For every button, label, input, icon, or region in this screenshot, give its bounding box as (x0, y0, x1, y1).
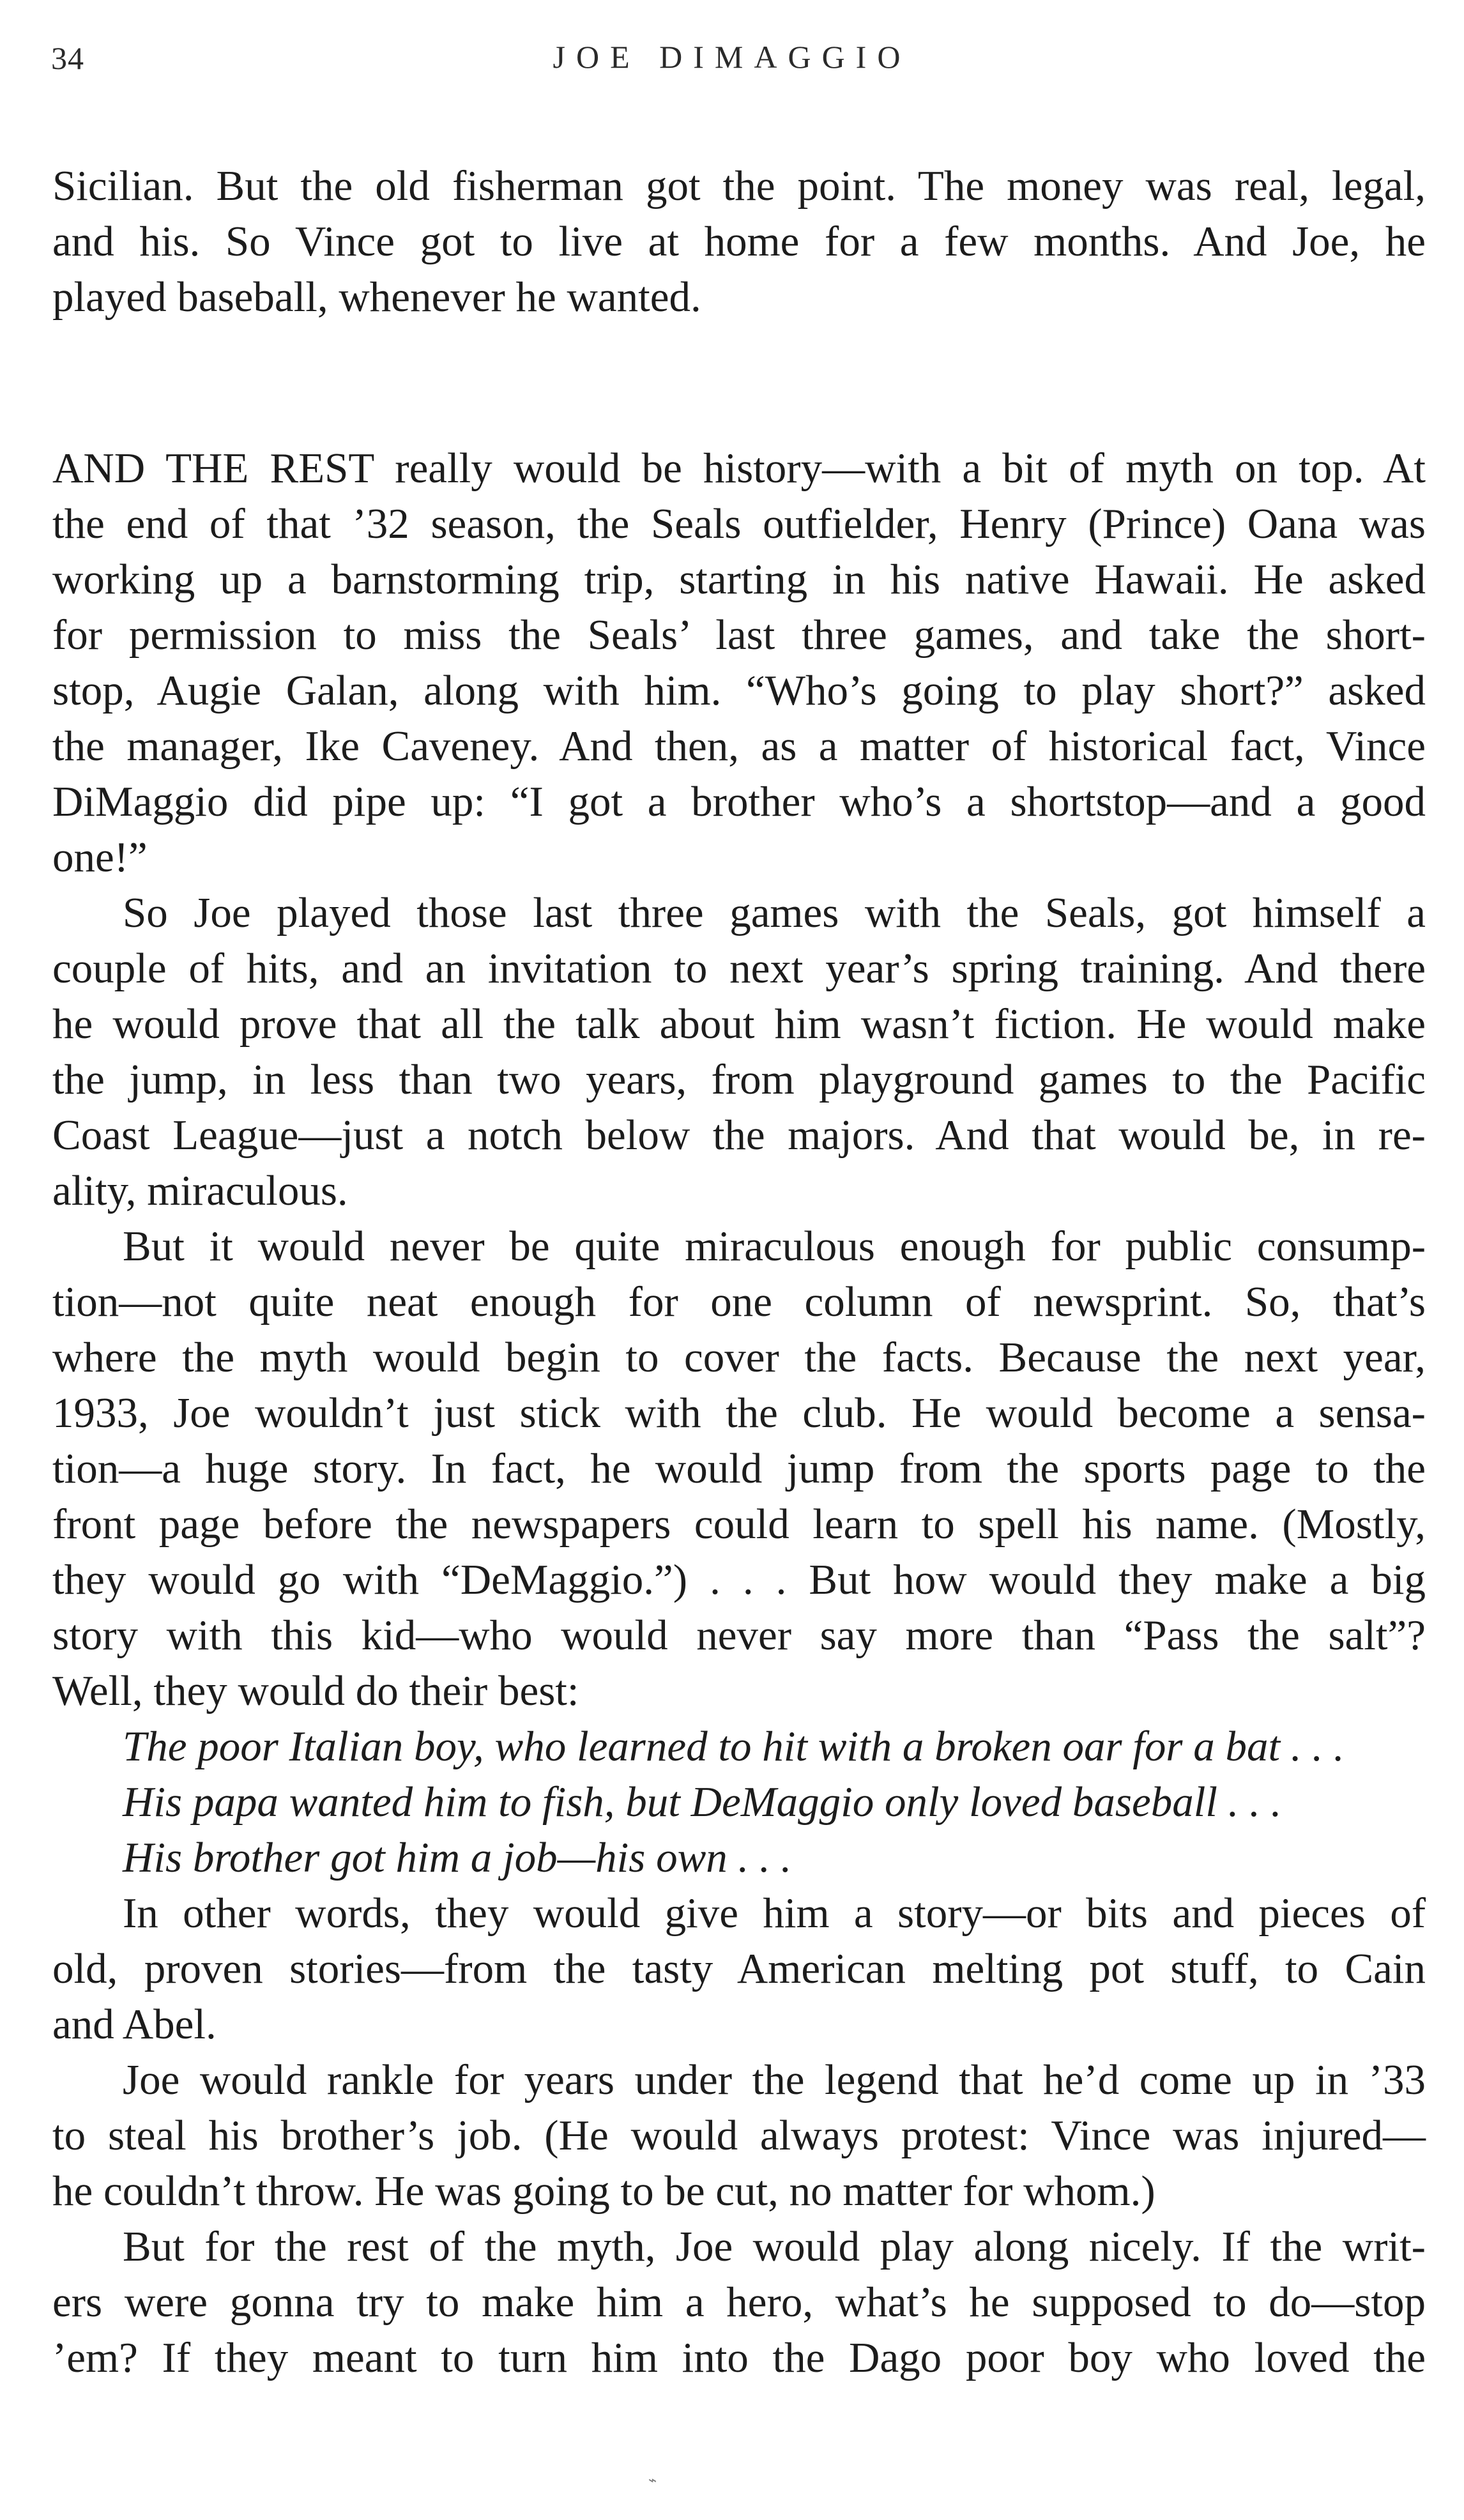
text-line: and Abel. (52, 2001, 217, 2048)
text-line: ality, miraculous. (52, 1167, 348, 1214)
text-line: he couldn’t throw. He was going to be cut, no matter for whom.) (52, 2167, 1155, 2215)
text-line: tion—a huge story. In fact, he would jump from the sports page to the (52, 1445, 1426, 1492)
paragraph-in-other-words (52, 1886, 1426, 2052)
text-line: 1933, Joe wouldn’t just stick with the club. He would become a sensa- (52, 1389, 1426, 1437)
section-text (52, 441, 1426, 2386)
text-line: But for the rest of the myth, Joe would play along nicely. If the writ- (123, 2223, 1426, 2270)
text-line: couple of hits, and an invitation to next year’s spring training. And there (52, 945, 1426, 992)
text-line: the jump, in less than two years, from playground games to the Pacific (52, 1056, 1426, 1103)
text-line: tion—not quite neat enough for one column of newsprint. So, that’s (52, 1278, 1426, 1325)
paragraph-but-for-the-rest (52, 2219, 1426, 2386)
text-line: stop, Augie Galan, along with him. “Who’s going to play short?” asked (52, 667, 1426, 714)
italic-line: His papa wanted him to fish, but DeMaggio only loved baseball . . . (123, 1778, 1282, 1826)
text-line: DiMaggio did pipe up: “I got a brother who’s a shortstop—and a good (52, 778, 1426, 825)
text-line: Joe would rankle for years under the legend that he’d come up in ’33 (123, 2056, 1426, 2104)
paragraph-and-the-rest (52, 441, 1426, 885)
text-line: they would go with “DeMaggio.”) . . . But how would they make a big (52, 1556, 1426, 1603)
paragraph-joe-would-rankle (52, 2052, 1426, 2219)
text-line: old, proven stories—from the tasty American melting pot stuff, to Cain (52, 1945, 1426, 1992)
text-line: played baseball, whenever he wanted. (52, 273, 701, 321)
text-line: and his. So Vince got to live at home for a few months. And Joe, he (52, 218, 1426, 265)
text-line: Well, they would do their best: (52, 1667, 579, 1714)
text-line: front page before the newspapers could learn to spell his name. (Mostly, (52, 1501, 1426, 1548)
text-line: But it would never be quite miraculous enough for public consump- (123, 1223, 1426, 1270)
text-line: Sicilian. But the old fisherman got the point. The money was real, legal, (52, 162, 1426, 210)
text-line: where the myth would begin to cover the facts. Because the next year, (52, 1334, 1426, 1381)
text-line: ers were gonna try to make him a hero, what’s he supposed to do—stop (52, 2279, 1426, 2326)
text-line: one!” (52, 834, 148, 881)
paragraph-so-joe-played (52, 885, 1426, 1219)
text-line: the manager, Ike Caveney. And then, as a matter of historical fact, Vince (52, 722, 1426, 770)
text-line: AND THE REST really would be history—with a bit of myth on top. At (52, 445, 1426, 492)
text-line: So Joe played those last three games with the Seals, got himself a (123, 889, 1426, 936)
italic-line: The poor Italian boy, who learned to hit with a broken oar for a bat . . . (123, 1723, 1345, 1770)
italic-line: His brother got him a job—his own . . . (123, 1834, 792, 1881)
page-number: 34 (51, 40, 84, 76)
paragraph-but-it-would-never (52, 1219, 1426, 1719)
running-head: JOE DIMAGGIO (553, 39, 911, 75)
text-line: the end of that ’32 season, the Seals outfielder, Henry (Prince) Oana was (52, 500, 1426, 547)
text-line: In other words, they would give him a story—or bits and pieces of (123, 1890, 1426, 1937)
text-line: for permission to miss the Seals’ last three games, and take the short- (52, 611, 1426, 659)
text-line: ’em? If they meant to turn him into the Dago poor boy who loved the (52, 2334, 1426, 2381)
text-line: Coast League—just a notch below the majors. And that would be, in re- (52, 1111, 1426, 1159)
opening-paragraph (52, 158, 1426, 325)
text-line: working up a barnstorming trip, starting in his native Hawaii. He asked (52, 556, 1426, 603)
scan-smudge-mark: ⌁ (648, 2472, 657, 2488)
text-line: to steal his brother’s job. (He would always protest: Vince was injured— (52, 2112, 1426, 2159)
italic-headlines (52, 1719, 1426, 1886)
text-line: story with this kid—who would never say more than “Pass the salt”? (52, 1612, 1426, 1659)
text-line: he would prove that all the talk about him wasn’t fiction. He would make (52, 1000, 1426, 1048)
